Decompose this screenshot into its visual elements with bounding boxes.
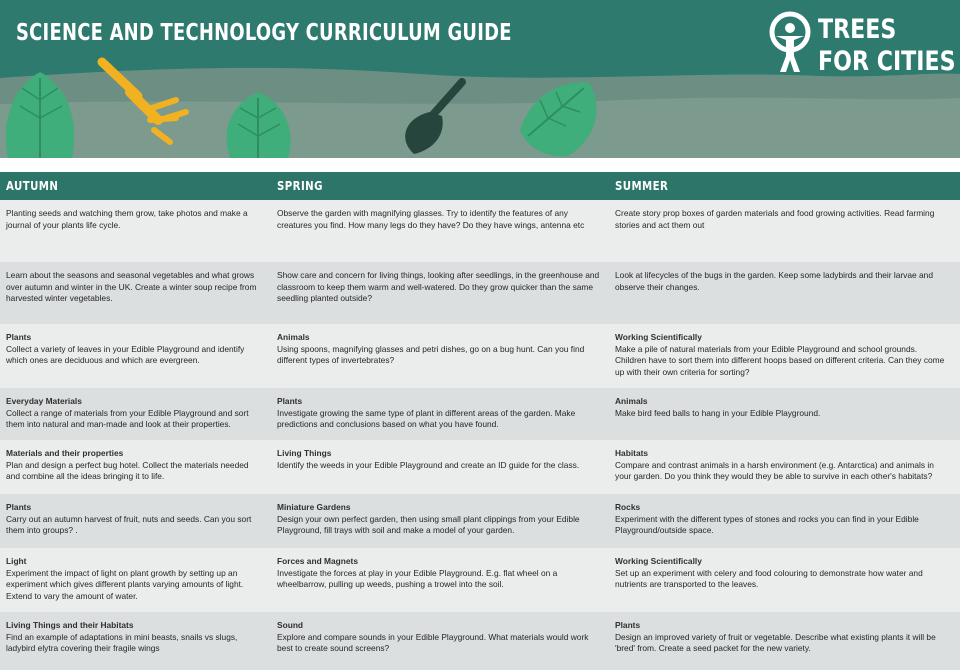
cell-title: Plants (615, 620, 641, 630)
table-cell-summer (615, 448, 945, 483)
column-header-summer: SUMMER (615, 179, 669, 193)
cell-title: Habitats (615, 448, 649, 458)
table-cell-spring (277, 270, 603, 305)
table-cell-summer (615, 332, 945, 378)
table-cell-autumn (6, 270, 262, 305)
cell-text: Make bird feed balls to hang in your Edible Playground. (615, 407, 821, 418)
cell-title: Plants (6, 332, 32, 342)
table-row (0, 200, 960, 262)
table-cell-autumn (6, 332, 262, 367)
cell-text: Plan and design a perfect bug hotel. Collect the materials needed and combine all the ideas bringing it to life. (6, 459, 249, 482)
column-header-autumn: AUTUMN (6, 179, 59, 193)
cell-text: Design an improved variety of fruit or vegetable. Describe what existing plants it will be 'bred' from. Create a seed packet for the new variety. (615, 631, 936, 654)
cell-text: Compare and contrast animals in a harsh environment (e.g. Antarctica) and animals in your garden. Do you think they would they be able to survive in each other's habitats? (615, 459, 934, 482)
cell-title: Working Scientifically (615, 556, 702, 566)
cell-title: Animals (277, 332, 310, 342)
table-header (0, 172, 960, 200)
table-cell-autumn (6, 556, 262, 602)
page-title: SCIENCE AND TECHNOLOGY CURRICULUM GUIDE (16, 20, 512, 46)
cell-title: Materials and their properties (6, 448, 124, 458)
column-header-spring: SPRING (277, 179, 323, 193)
cell-text: Design your own perfect garden, then using small plant clippings from your Edible Playground, fill trays with soil and make a model of your garden. (277, 513, 580, 536)
table-row (0, 612, 960, 670)
cell-text: Show care and concern for living things, looking after seedlings, in the greenhouse and classroom to keep them warm and well-watered. Do they grow quicker than the same seedling planted outside? (277, 270, 600, 304)
cell-text: Observe the garden with magnifying glasses. Try to identify the features of any creatures you find. How many legs do they have? Do they have wings, antenna etc (277, 208, 585, 230)
cell-text: Make a pile of natural materials from your Edible Playground and school grounds. Children have to sort them into different hoops based on different criteria. Can they come up with their own criteria for sorting? (615, 343, 945, 377)
table-cell-summer (615, 208, 945, 231)
table-row (0, 388, 960, 440)
cell-text: Investigate the forces at play in your Edible Playground. E.g. flat wheel on a wheelbarrow, pulling up weeds, pushing a trowel into the soil. (277, 567, 558, 590)
table-cell-summer (615, 620, 945, 655)
table-cell-spring (277, 448, 603, 471)
cell-title: Everyday Materials (6, 396, 82, 406)
table-row (0, 262, 960, 324)
cell-text: Learn about the seasons and seasonal vegetables and what grows over autumn and winter in the UK. Create a winter soup recipe from harvested winter vegetables. (6, 270, 257, 304)
table-cell-autumn (6, 620, 262, 655)
logo-text-for-cities: FOR CITIES (818, 46, 956, 77)
trees-for-cities-logo (766, 10, 956, 80)
cell-text: Find an example of adaptations in mini beasts, snails vs slugs, ladybird elytra covering their fragile wings (6, 631, 238, 654)
table-cell-spring (277, 502, 603, 537)
table-row (0, 494, 960, 548)
table-cell-summer (615, 556, 945, 591)
table-cell-autumn (6, 208, 262, 231)
cell-text: Create story prop boxes of garden materials and food growing activities. Read farming stories and act them out (615, 208, 935, 230)
cell-text: Look at lifecycles of the bugs in the garden. Keep some ladybirds and their larvae and observe their changes. (615, 270, 933, 292)
cell-title: Animals (615, 396, 648, 406)
table-cell-summer (615, 396, 945, 419)
cell-text: Experiment the impact of light on plant growth by setting up an experiment which gives different plants varying amounts of light. Extend to vary the amount of water. (6, 567, 244, 601)
cell-text: Collect a range of materials from your Edible Playground and sort them into natural and man-made and look at their properties. (6, 407, 249, 430)
cell-title: Working Scientifically (615, 332, 702, 342)
cell-text: Planting seeds and watching them grow, take photos and make a journal of your plants life cycle. (6, 208, 248, 230)
curriculum-table (0, 172, 960, 670)
table-cell-autumn (6, 502, 262, 537)
table-cell-autumn (6, 396, 262, 431)
table-cell-spring (277, 208, 603, 231)
table-cell-summer (615, 270, 945, 293)
cell-title: Rocks (615, 502, 641, 512)
table-cell-spring (277, 396, 603, 431)
cell-title: Light (6, 556, 27, 566)
table-cell-spring (277, 556, 603, 591)
cell-title: Living Things and their Habitats (6, 620, 134, 630)
table-cell-spring (277, 620, 603, 655)
cell-title: Plants (6, 502, 32, 512)
cell-text: Set up an experiment with celery and food colouring to demonstrate how water and nutrients are transported to the leaves. (615, 567, 923, 590)
table-row (0, 324, 960, 388)
cell-title: Forces and Magnets (277, 556, 358, 566)
table-row (0, 548, 960, 612)
cell-title: Miniature Gardens (277, 502, 351, 512)
header-banner (0, 0, 960, 158)
logo-text-trees: TREES (818, 14, 897, 45)
cell-text: Explore and compare sounds in your Edible Playground. What materials would work best to create sound screens? (277, 631, 589, 654)
cell-text: Identify the weeds in your Edible Playground and create an ID guide for the class. (277, 459, 580, 470)
cell-text: Collect a variety of leaves in your Edible Playground and identify which ones are deciduous and which are evergreen. (6, 343, 245, 366)
cell-text: Carry out an autumn harvest of fruit, nuts and seeds. Can you sort them into groups? . (6, 513, 252, 536)
cell-title: Plants (277, 396, 303, 406)
cell-title: Sound (277, 620, 304, 630)
table-cell-spring (277, 332, 603, 367)
cell-text: Experiment with the different types of stones and rocks you can find in your Edible Playground/outside space. (615, 513, 919, 536)
cell-text: Using spoons, magnifying glasses and petri dishes, go on a bug hunt. Can you find different types of invertebrates? (277, 343, 585, 366)
cell-title: Living Things (277, 448, 332, 458)
cell-text: Investigate growing the same type of plant in different areas of the garden. Make predictions and conclusions based on what you have found. (277, 407, 576, 430)
table-row (0, 440, 960, 494)
tree-person-logo-icon (766, 10, 820, 76)
table-cell-autumn (6, 448, 262, 483)
table-cell-summer (615, 502, 945, 537)
